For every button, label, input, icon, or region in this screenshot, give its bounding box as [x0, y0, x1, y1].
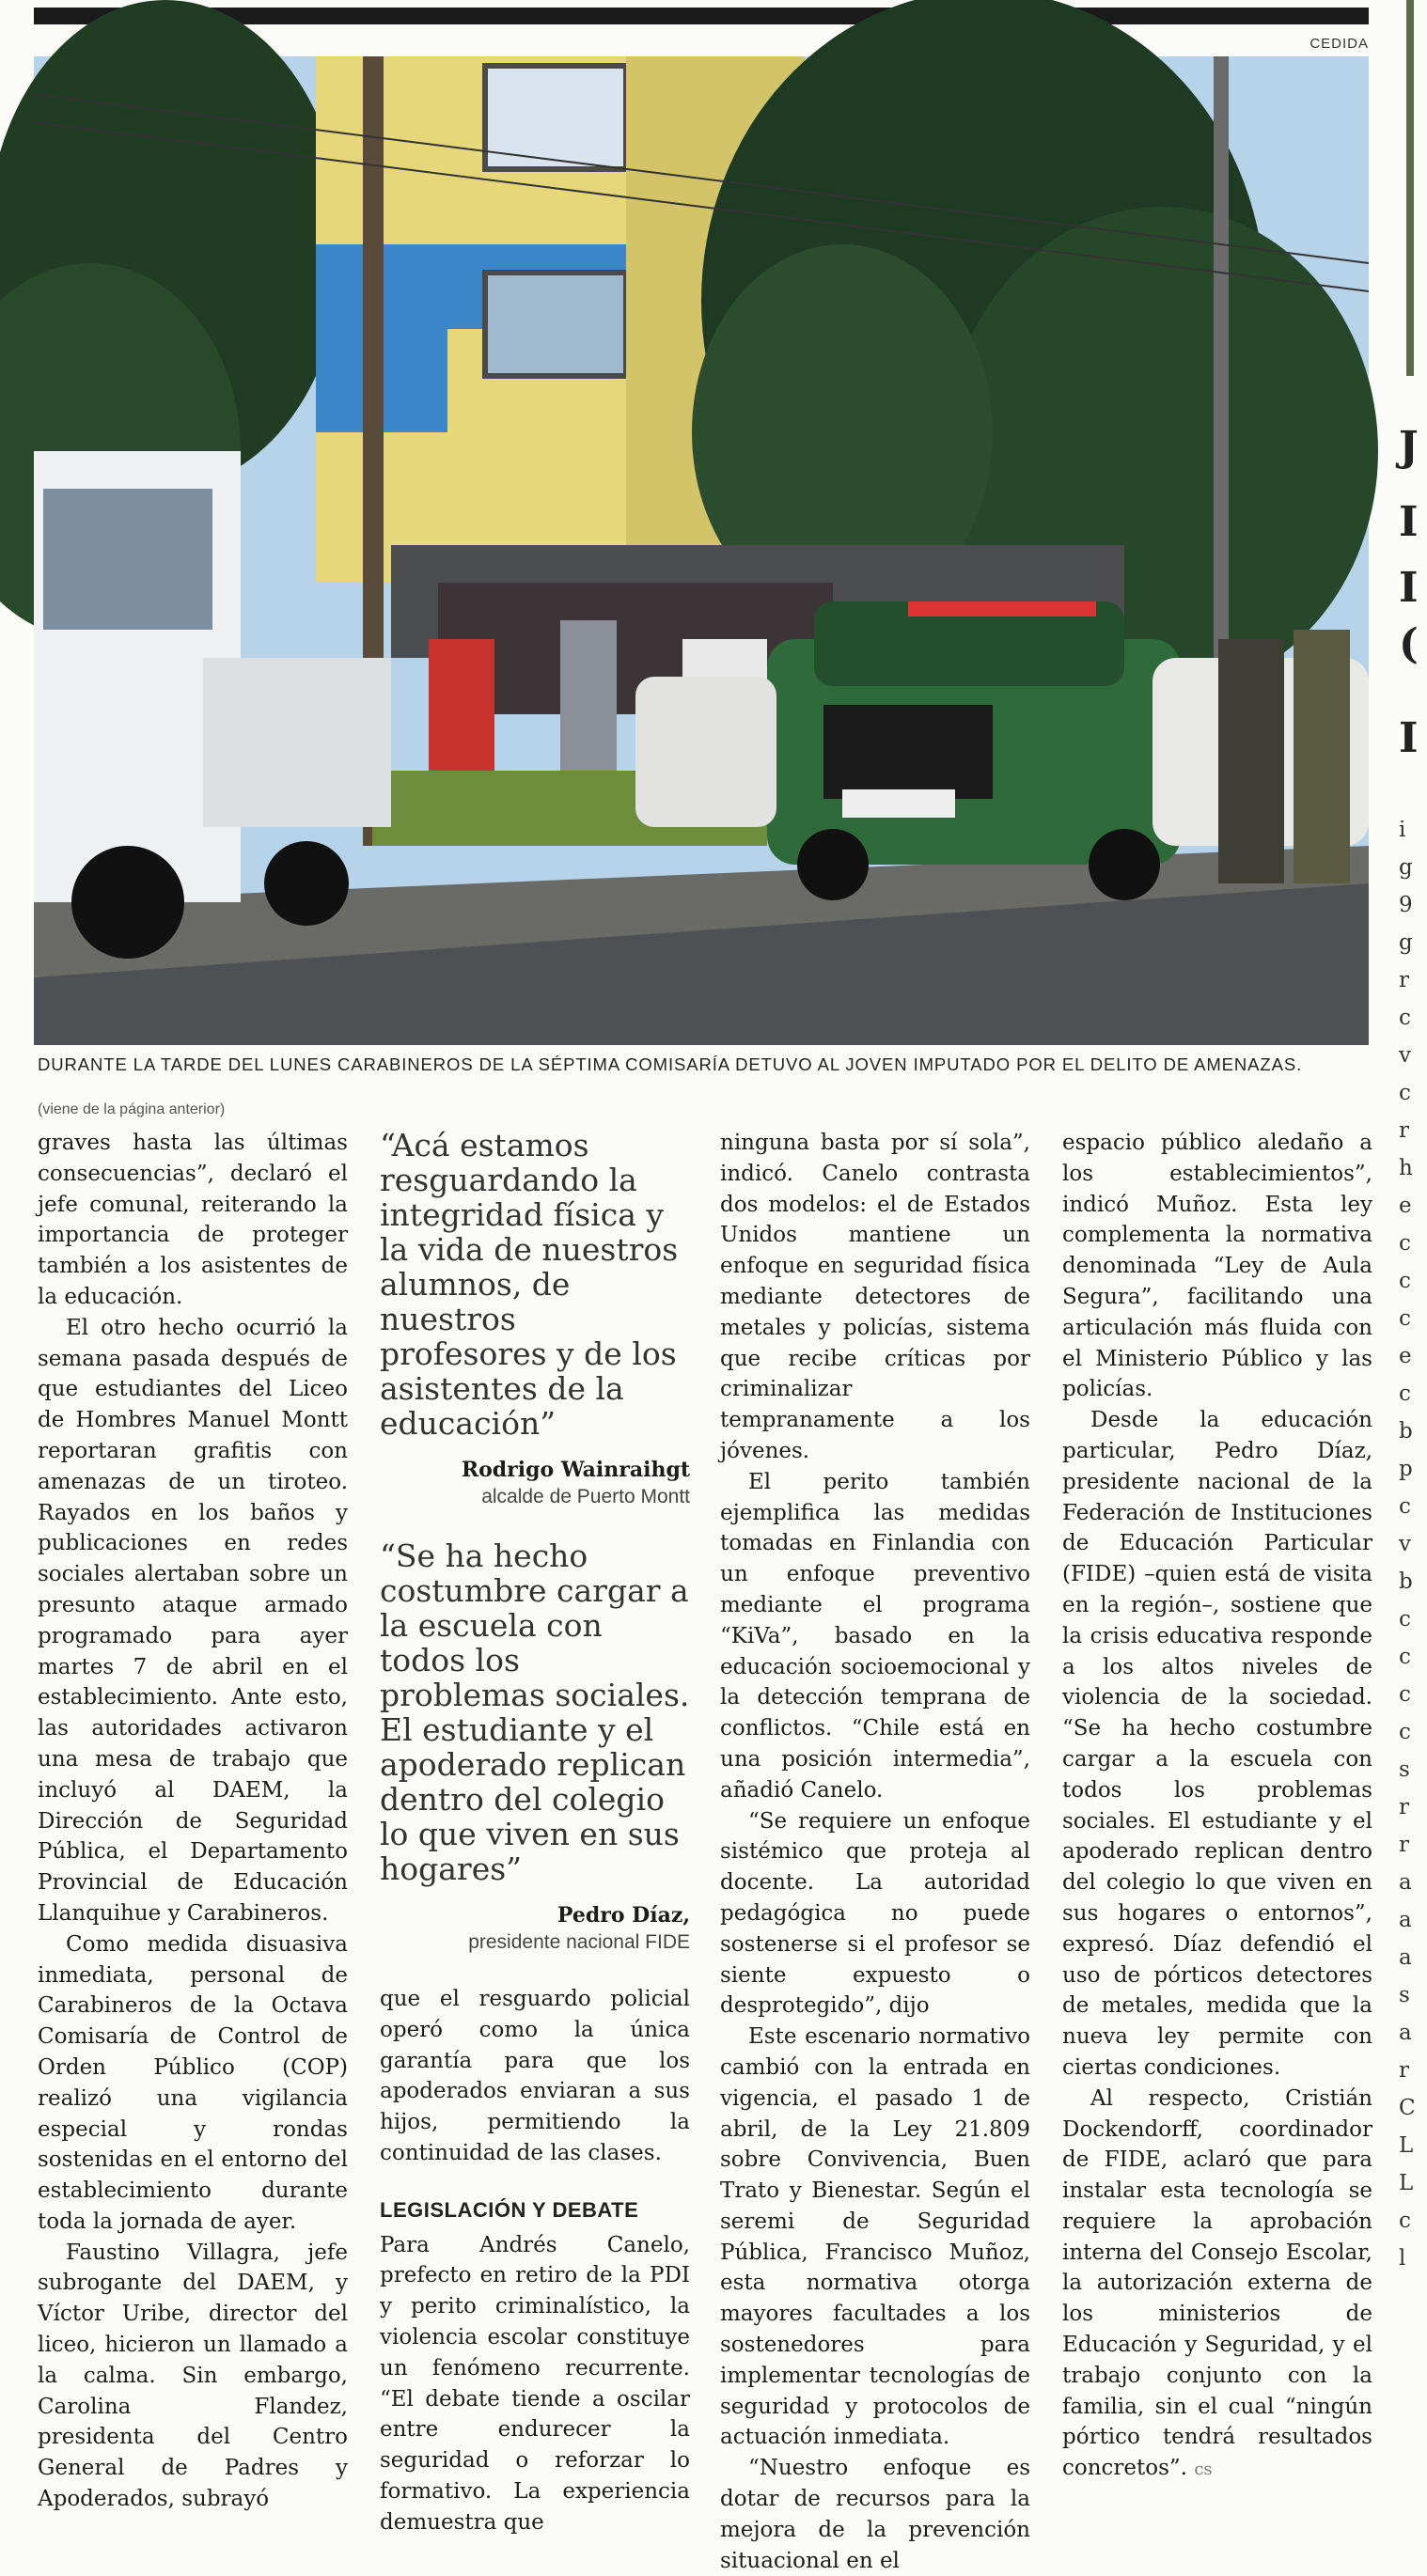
section-subhead: LEGISLACIÓN Y DEBATE [380, 2197, 639, 2222]
adjacent-text-letter: r [1399, 2058, 1409, 2083]
paragraph: Como medida disuasiva inmediata, personal de Carabineros de la Octava Comisaría de Control de Orden Público (COP) realizó una vigilancia especial y rondas sostenidas en el entorno del establecimiento durante toda la jornada de ayer. [38, 1931, 348, 2234]
adjacent-text-letter: a [1399, 1870, 1412, 1895]
quote-author: Rodrigo Wainraihgt [461, 1458, 690, 1482]
article-column-1 [38, 1128, 348, 2515]
adjacent-text-letter: b [1399, 1569, 1413, 1594]
adjacent-text-letter: g [1399, 930, 1413, 955]
adjacent-text-letter: l [1399, 2246, 1406, 2271]
paragraph: Este escenario normativo cambió con la entrada en vigencia, el pasado 1 de abril, de la Ley 21.809 sobre Convivencia, Buen Trato y Bienestar. Según el seremi de Seguridad Pública, Francisco Muñoz, esta normativa otorga mayores facultades a los sostenedores para implementar tecnologías de seguridad y protocolos de actuación inmediata. [720, 2024, 1030, 2450]
quote-author-role: alcalde de Puerto Montt [481, 1486, 690, 1507]
quote-author-role: presidente nacional FIDE [468, 1931, 690, 1953]
paragraph-text: Al respecto, Cristián Dockendorff, coordinador de FIDE, aclaró que para instalar esta tecnología se requiere la aprobación interna del Consejo Escolar, la autorización externa de los ministerios de Educación y Seguridad, y el trabajo conjunto con la familia, sin el cual “ningún pórtico tendrá resultados concretos”. [1062, 2085, 1372, 2481]
adjacent-headline-letter: I [1399, 564, 1419, 612]
paragraph: graves hasta las últimas consecuencias”, declaró el jefe comunal, reiterando la importancia de proteger también a los asistentes de la educación. [38, 1131, 348, 1309]
adjacent-text-letter: b [1399, 1419, 1413, 1444]
adjacent-text-letter: a [1399, 1908, 1412, 1932]
adjacent-text-letter: 9 [1399, 893, 1413, 917]
paragraph: “Nuestro enfoque es dotar de recursos para la mejora de la prevención situacional en el [720, 2456, 1030, 2573]
adjacent-text-letter: r [1399, 968, 1409, 992]
photo-credit: CEDIDA [1309, 36, 1369, 52]
paragraph: “Se requiere un enfoque sistémico que proteja al docente. La autoridad pedagógica no puede sostenerse si el profesor se siente expuesto o desprotegido”, dijo [720, 1808, 1030, 2019]
adjacent-text-letter: c [1399, 1645, 1411, 1669]
adjacent-text-letter: e [1399, 1344, 1412, 1368]
paragraph: Para Andrés Canelo, prefecto en retiro de la PDI y perito criminalístico, la violencia escolar constituye un fenómeno recurrente. “El debate tiende a oscilar entre endurecer la seguridad o reforzar lo formativo. La experiencia demuestra que [380, 2232, 690, 2535]
adjacent-headline-letter: I [1399, 498, 1419, 546]
adjacent-text-letter: i [1399, 818, 1406, 842]
adjacent-text-letter: L [1399, 2171, 1414, 2195]
paragraph: El otro hecho ocurrió la semana pasada después de que estudiantes del Liceo de Hombres Manuel Montt reportaran grafitis con amenazas de un tiroteo. Rayados en los baños y publicaciones en redes sociales alertaban sobre un presunto ataque armado programado para ayer martes 7 de abril en el establecimiento. Ante esto, las autoridades activaron una mesa de trabajo que incluyó al DAEM, la Dirección de Seguridad Pública, el Departamento Provincial de Educación Llanquihue y Carabineros. [38, 1315, 348, 1926]
paragraph: Desde la educación particular, Pedro Díaz, presidente nacional de la Federación de Instituciones de Educación Particular (FIDE) –quien está de visita en la región–, sostiene que la crisis educativa responde a los altos niveles de violencia de la sociedad. “Se ha hecho costumbre cargar a la escuela con todos los problemas sociales. El estudiante y el apoderado replican dentro del colegio lo que viven en sus hogares o entornos”, expresó. Díaz defendió el uso de pórticos detectores de metales, medida que la nueva ley permite con ciertas condiciones. [1062, 1408, 1372, 2080]
adjacent-text-letter: c [1399, 1494, 1411, 1519]
paragraph: ninguna basta por sí sola”, indicó. Canelo contrasta dos modelos: el de Estados Unidos mantiene un enfoque en seguridad física mediante detectores de metales y policías, sistema que recibe críticas por criminalizar tempranamente a los jóvenes. [720, 1131, 1030, 1463]
street-scene-illustration [34, 56, 1369, 1045]
adjacent-text-letter: e [1399, 1194, 1412, 1218]
adjacent-text-letter: c [1399, 2209, 1411, 2233]
paragraph: que el resguardo policial operó como la única garantía para que los apoderados enviaran a sus hijos, permitiendo la continuidad de las clases. [380, 1987, 690, 2165]
adjacent-text-letter: c [1399, 1607, 1411, 1631]
adjacent-text-letter: c [1399, 1006, 1411, 1030]
adjacent-text-letter: r [1399, 1795, 1409, 1819]
adjacent-headline-letter: ( [1399, 620, 1419, 668]
adjacent-text-letter: g [1399, 855, 1413, 880]
adjacent-text-letter: r [1399, 1118, 1409, 1143]
adjacent-text-letter: v [1399, 1043, 1411, 1068]
adjacent-text-letter: p [1399, 1457, 1413, 1481]
adjacent-text-letter: c [1399, 1720, 1411, 1744]
adjacent-text-letter: c [1399, 1269, 1411, 1293]
adjacent-headline-letter: J [1399, 423, 1419, 471]
paragraph: espacio público aledaño a los establecimientos”, indicó Muñoz. Esta ley complementa la normativa denominada “Ley de Aula Segura”, facilitando una articulación más fluida con el Ministerio Público y las policías. [1062, 1131, 1372, 1402]
end-of-article-mark: cs [1194, 2459, 1213, 2480]
news-photo [34, 56, 1369, 1045]
adjacent-text-letter: c [1399, 1231, 1411, 1256]
adjacent-text-letter: L [1399, 2133, 1414, 2158]
adjacent-headline-letter: I [1399, 714, 1419, 762]
adjacent-text-letter: a [1399, 2021, 1412, 2045]
continued-note: (viene de la página anterior) [38, 1101, 226, 1117]
paragraph: Faustino Villagra, jefe subrogante del DAEM, y Víctor Uribe, director del liceo, hicieron un llamado a la calma. Sin embargo, Carolina Flandez, presidenta del Centro General de Padres y Apoderados, subrayó [38, 2240, 348, 2512]
pull-quote: “Acá estamos resguardando la integridad física y la vida de nuestros alumnos, de nuestros profesores y de los asistentes de la educación” [380, 1127, 679, 1442]
adjacent-text-letter: C [1399, 2096, 1416, 2120]
adjacent-text-letter: s [1399, 1757, 1410, 1782]
adjacent-photo-edge [1406, 0, 1414, 376]
paragraph: El perito también ejemplifica las medidas tomadas en Finlandia con un enfoque preventivo mediante el programa “KiVa”, basado en la educación socioemocional y la detección temprana de conflictos. “Chile está en una posición intermedia”, añadió Canelo. [720, 1469, 1030, 1803]
adjacent-text-letter: v [1399, 1532, 1411, 1556]
pull-quote: “Se ha hecho costumbre cargar a la escuela con todos los problemas sociales. El estudiante y el apoderado replican dentro del colegio lo que viven en sus hogares” [380, 1538, 690, 1887]
article-column-3 [720, 1128, 1030, 2576]
adjacent-text-letter: c [1399, 1306, 1411, 1331]
article-column-4 [1062, 1128, 1372, 2486]
adjacent-text-letter: s [1399, 1983, 1410, 2007]
adjacent-text-letter: c [1399, 1382, 1411, 1406]
adjacent-text-letter: h [1399, 1156, 1413, 1180]
adjacent-text-letter: c [1399, 1081, 1411, 1105]
article-column-2 [380, 1128, 690, 2538]
quote-author: Pedro Díaz, [557, 1903, 690, 1928]
photo-caption: DURANTE LA TARDE DEL LUNES CARABINEROS DE LA SÉPTIMA COMISARÍA DETUVO AL JOVEN IMPUTADO POR EL DELITO DE AMENAZAS. [38, 1054, 1303, 1074]
adjacent-text-letter: c [1399, 1682, 1411, 1707]
adjacent-text-letter: r [1399, 1833, 1409, 1857]
paragraph [1062, 2084, 1372, 2486]
adjacent-text-letter: a [1399, 1945, 1412, 1970]
